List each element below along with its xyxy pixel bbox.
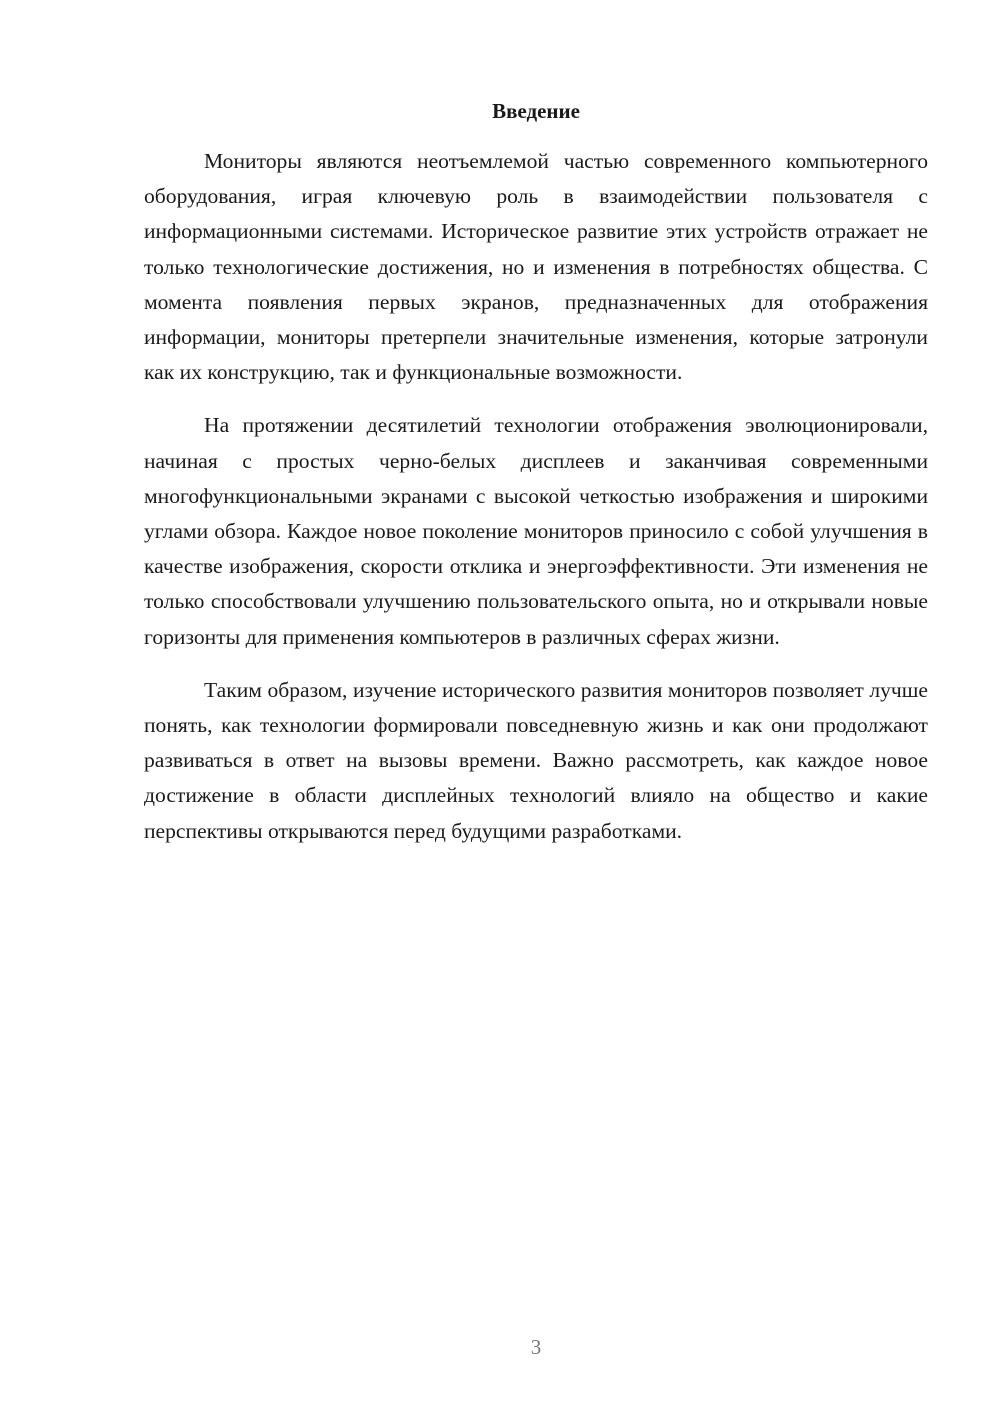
paragraph-1: Мониторы являются неотъемлемой частью современного компьютерного оборудования, играя ключевую роль в взаимодействии пользователя с информационными системами. Историческое развитие этих устройств отражает не только технологические достижения, но и изменения в потребностях общества. С момента появления первых экранов, предназначенных для отображения информации, мониторы претерпели значительные изменения, которые затронули как их конструкцию, так и функциональные возможности. [144,149,928,385]
paragraph-2: На протяжении десятилетий технологии отображения эволюционировали, начиная с простых черно-белых дисплеев и заканчивая современными многофункциональными экранами с высокой четкостью изображения и широкими углами обзора. Каждое новое поколение мониторов приносило с собой улучшения в качестве изображения, скорости отклика и энергоэффективности. Эти изменения не только способствовали улучшению пользовательского опыта, но и открывали новые горизонты для применения компьютеров в различных сферах жизни. [144,413,928,649]
page-number: 3 [530,1335,542,1359]
paragraph-3: Таким образом, изучение исторического развития мониторов позволяет лучше понять, как технологии формировали повседневную жизнь и как они продолжают развиваться в ответ на вызовы времени. Важно рассмотреть, как каждое новое достижение в области дисплейных технологий влияло на общество и какие перспективы открываются перед будущими разработками. [144,677,928,843]
page-title: Введение [492,99,580,123]
page-content [144,96,928,849]
